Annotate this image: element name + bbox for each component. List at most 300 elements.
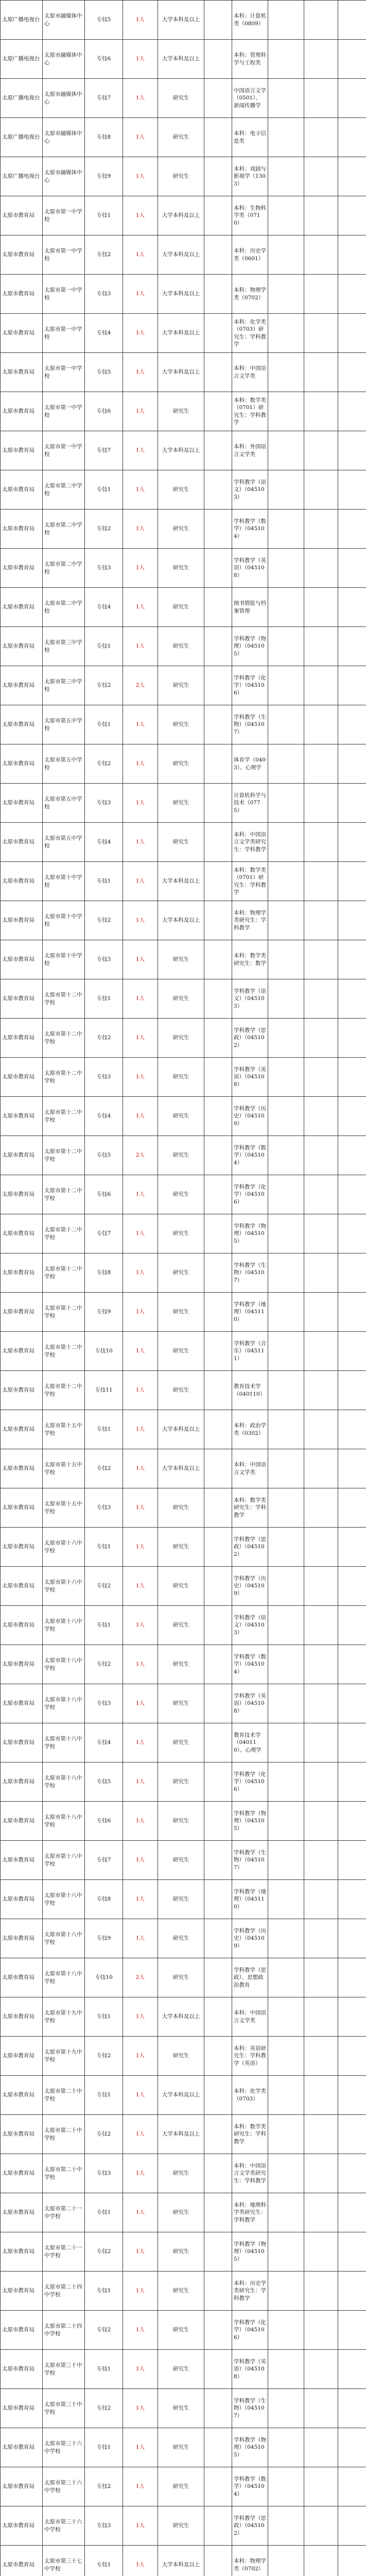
unit-cell: 太原市第十八中学校 <box>43 1723 85 1762</box>
table-row <box>1 1567 366 1606</box>
post-code-cell: 专技1 <box>85 627 123 666</box>
blank-cell <box>204 1410 232 1449</box>
major-cell: 学科教学（数学）（045104） <box>232 1136 268 1175</box>
post-code-cell: 专技1 <box>85 2076 123 2115</box>
blank-cell <box>268 862 304 901</box>
unit-cell: 太原市第十二中学校 <box>43 1371 85 1410</box>
blank-cell <box>268 118 304 157</box>
blank-cell <box>204 2311 232 2350</box>
post-code-cell: 专技1 <box>85 1997 123 2037</box>
major-cell: 本科：数学类研究生：学科教学 <box>232 2115 268 2154</box>
blank-cell <box>268 353 304 392</box>
table-row <box>1 1645 366 1684</box>
unit-cell: 太原市第三中学校 <box>43 666 85 705</box>
education-cell: 大学本科及以上 <box>158 196 204 235</box>
education-cell: 研究生 <box>158 940 204 979</box>
table-row <box>1 823 366 862</box>
department-cell: 太原市教育局 <box>1 1528 43 1567</box>
blank-cell <box>338 1293 366 1332</box>
blank-cell <box>204 940 232 979</box>
blank-cell <box>268 392 304 431</box>
quota-cell: 1人 <box>123 1802 158 1841</box>
department-cell: 太原市教育局 <box>1 1762 43 1802</box>
education-cell: 大学本科及以上 <box>158 314 204 353</box>
major-cell: 中国语言文学（0501）、新闻传播学 <box>232 79 268 118</box>
education-cell: 大学本科及以上 <box>158 901 204 940</box>
department-cell: 太原市教育局 <box>1 979 43 1019</box>
blank-cell <box>304 157 338 196</box>
table-row <box>1 2272 366 2311</box>
blank-cell <box>204 2037 232 2076</box>
blank-cell <box>338 40 366 79</box>
major-cell: 学科教学（语文）（045103） <box>232 1606 268 1645</box>
post-code-cell: 专技2 <box>85 2311 123 2350</box>
blank-cell <box>304 196 338 235</box>
table-row <box>1 2311 366 2350</box>
post-code-cell: 专技2 <box>85 2115 123 2154</box>
department-cell: 太原市教育局 <box>1 510 43 549</box>
department-cell: 太原市教育局 <box>1 2506 43 2546</box>
post-code-cell: 专技2 <box>85 744 123 784</box>
post-code-cell: 专技3 <box>85 2154 123 2193</box>
blank-cell <box>268 1214 304 1253</box>
department-cell: 太原市教育局 <box>1 1410 43 1449</box>
post-code-cell: 专技5 <box>85 1762 123 1802</box>
blank-cell <box>204 1293 232 1332</box>
blank-cell <box>304 1019 338 1058</box>
post-code-cell: 专技10 <box>85 1332 123 1371</box>
blank-cell <box>338 901 366 940</box>
unit-cell: 太原市第二十中学校 <box>43 2154 85 2193</box>
department-cell: 太原市教育局 <box>1 940 43 979</box>
blank-cell <box>304 2037 338 2076</box>
blank-cell <box>268 588 304 627</box>
blank-cell <box>268 2546 304 2576</box>
blank-cell <box>268 2272 304 2311</box>
blank-cell <box>338 1097 366 1136</box>
blank-cell <box>204 823 232 862</box>
quota-cell: 1人 <box>123 1606 158 1645</box>
post-code-cell: 专技3 <box>85 549 123 588</box>
blank-cell <box>268 235 304 275</box>
quota-cell: 1人 <box>123 2428 158 2467</box>
post-code-cell: 专技2 <box>85 235 123 275</box>
quota-cell: 1人 <box>123 705 158 744</box>
table-row <box>1 549 366 588</box>
blank-cell <box>338 2154 366 2193</box>
table-row <box>1 157 366 196</box>
blank-cell <box>268 79 304 118</box>
blank-cell <box>204 1097 232 1136</box>
table-row <box>1 2076 366 2115</box>
unit-cell: 太原市第十二中学校 <box>43 1253 85 1293</box>
unit-cell: 太原市第十二中学校 <box>43 1097 85 1136</box>
blank-cell <box>338 2193 366 2232</box>
blank-cell <box>304 1802 338 1841</box>
blank-cell <box>304 2467 338 2506</box>
education-cell: 研究生 <box>158 2037 204 2076</box>
blank-cell <box>304 1449 338 1488</box>
department-cell: 太原市教育局 <box>1 431 43 470</box>
quota-cell: 1人 <box>123 1528 158 1567</box>
education-cell: 研究生 <box>158 2232 204 2272</box>
blank-cell <box>204 1958 232 1997</box>
table-row <box>1 901 366 940</box>
blank-cell <box>268 1 304 40</box>
major-cell: 计算机科学与技术（0775） <box>232 784 268 823</box>
blank-cell <box>338 2037 366 2076</box>
department-cell: 太原市教育局 <box>1 1606 43 1645</box>
unit-cell: 太原市第十六中学校 <box>43 1528 85 1567</box>
major-cell: 学科教学（生物）（045107） <box>232 2389 268 2428</box>
table-row <box>1 1253 366 1293</box>
education-cell: 研究生 <box>158 1175 204 1214</box>
major-cell: 学科教学（数学）（045104） <box>232 1645 268 1684</box>
blank-cell <box>304 1528 338 1567</box>
post-code-cell: 专技2 <box>85 1449 123 1488</box>
blank-cell <box>204 2546 232 2576</box>
blank-cell <box>338 1997 366 2037</box>
education-cell: 研究生 <box>158 823 204 862</box>
blank-cell <box>268 431 304 470</box>
blank-cell <box>338 1410 366 1449</box>
blank-cell <box>204 1762 232 1802</box>
department-cell: 太原广播电视台 <box>1 1 43 40</box>
table-row <box>1 2389 366 2428</box>
post-code-cell: 专技4 <box>85 823 123 862</box>
blank-cell <box>204 1 232 40</box>
education-cell: 研究生 <box>158 2193 204 2232</box>
blank-cell <box>304 1097 338 1136</box>
blank-cell <box>304 705 338 744</box>
blank-cell <box>204 470 232 510</box>
department-cell: 太原市教育局 <box>1 1567 43 1606</box>
education-cell: 大学本科及以上 <box>158 353 204 392</box>
blank-cell <box>338 196 366 235</box>
table-row <box>1 705 366 744</box>
table-row <box>1 2428 366 2467</box>
blank-cell <box>268 1488 304 1528</box>
major-cell: 学科教学（生物）（045107） <box>232 705 268 744</box>
blank-cell <box>338 784 366 823</box>
post-code-cell: 专技3 <box>85 1058 123 1097</box>
blank-cell <box>338 314 366 353</box>
unit-cell: 太原市第十二中学校 <box>43 979 85 1019</box>
unit-cell: 太原市第二中学校 <box>43 588 85 627</box>
blank-cell <box>338 1058 366 1097</box>
education-cell: 研究生 <box>158 1136 204 1175</box>
quota-cell: 1人 <box>123 2076 158 2115</box>
quota-cell: 1人 <box>123 823 158 862</box>
blank-cell <box>338 2076 366 2115</box>
unit-cell: 太原市第十八中学校 <box>43 1919 85 1958</box>
blank-cell <box>268 1097 304 1136</box>
blank-cell <box>304 2428 338 2467</box>
blank-cell <box>338 627 366 666</box>
education-cell: 大学本科及以上 <box>158 431 204 470</box>
post-code-cell: 专技4 <box>85 314 123 353</box>
quota-cell: 1人 <box>123 1058 158 1097</box>
blank-cell <box>304 1841 338 1880</box>
unit-cell: 太原市第二十一中学校 <box>43 2193 85 2232</box>
blank-cell <box>204 549 232 588</box>
unit-cell: 太原市第二中学校 <box>43 549 85 588</box>
blank-cell <box>304 1606 338 1645</box>
blank-cell <box>268 1762 304 1802</box>
blank-cell <box>304 1762 338 1802</box>
blank-cell <box>204 314 232 353</box>
blank-cell <box>304 353 338 392</box>
blank-cell <box>204 2193 232 2232</box>
blank-cell <box>204 1175 232 1214</box>
post-code-cell: 专技3 <box>85 1488 123 1528</box>
education-cell: 大学本科及以上 <box>158 1410 204 1449</box>
education-cell: 研究生 <box>158 392 204 431</box>
education-cell: 研究生 <box>158 1488 204 1528</box>
education-cell: 研究生 <box>158 1058 204 1097</box>
unit-cell: 太原市第十五中学校 <box>43 1410 85 1449</box>
blank-cell <box>304 275 338 314</box>
table-row <box>1 1528 366 1567</box>
education-cell: 大学本科及以上 <box>158 2115 204 2154</box>
post-code-cell: 专技7 <box>85 1841 123 1880</box>
table-row <box>1 2232 366 2272</box>
post-code-cell: 专技3 <box>85 940 123 979</box>
quota-cell: 1人 <box>123 392 158 431</box>
post-code-cell: 专技5 <box>85 353 123 392</box>
blank-cell <box>338 2232 366 2272</box>
major-cell: 本科：数学类研究生：数学 <box>232 940 268 979</box>
major-cell: 学科教学（物理）（045105） <box>232 2232 268 2272</box>
blank-cell <box>268 314 304 353</box>
major-cell: 学科教学（语文）（045103） <box>232 470 268 510</box>
blank-cell <box>268 275 304 314</box>
blank-cell <box>268 2389 304 2428</box>
blank-cell <box>268 2311 304 2350</box>
education-cell: 研究生 <box>158 157 204 196</box>
major-cell: 本科：英语研究生：学科教学（英语） <box>232 2037 268 2076</box>
quota-cell: 1人 <box>123 627 158 666</box>
blank-cell <box>338 666 366 705</box>
blank-cell <box>338 2389 366 2428</box>
post-code-cell: 专技5 <box>85 1 123 40</box>
blank-cell <box>304 2232 338 2272</box>
quota-cell: 1人 <box>123 314 158 353</box>
blank-cell <box>338 510 366 549</box>
blank-cell <box>204 1058 232 1097</box>
department-cell: 太原市教育局 <box>1 627 43 666</box>
unit-cell: 太原市第一中学校 <box>43 314 85 353</box>
table-row <box>1 1058 366 1097</box>
blank-cell <box>304 2272 338 2311</box>
blank-cell <box>338 1606 366 1645</box>
quota-cell: 1人 <box>123 1293 158 1332</box>
education-cell: 研究生 <box>158 1332 204 1371</box>
blank-cell <box>338 1958 366 1997</box>
blank-cell <box>204 2389 232 2428</box>
blank-cell <box>204 1136 232 1175</box>
education-cell: 研究生 <box>158 510 204 549</box>
unit-cell: 太原市第二十一中学校 <box>43 2232 85 2272</box>
education-cell: 大学本科及以上 <box>158 1997 204 2037</box>
blank-cell <box>304 235 338 275</box>
blank-cell <box>304 1567 338 1606</box>
blank-cell <box>338 1645 366 1684</box>
quota-cell: 1人 <box>123 1919 158 1958</box>
quota-cell: 1人 <box>123 1684 158 1723</box>
blank-cell <box>204 431 232 470</box>
quota-cell: 1人 <box>123 275 158 314</box>
post-code-cell: 专技1 <box>85 2546 123 2576</box>
major-cell: 本科：生物科学类（0710） <box>232 196 268 235</box>
post-code-cell: 专技2 <box>85 1567 123 1606</box>
blank-cell <box>204 901 232 940</box>
table-row <box>1 1332 366 1371</box>
department-cell: 太原市教育局 <box>1 705 43 744</box>
major-cell: 本科：物理学类研究生：学科教学 <box>232 901 268 940</box>
blank-cell <box>268 549 304 588</box>
blank-cell <box>338 118 366 157</box>
education-cell: 研究生 <box>158 1019 204 1058</box>
post-code-cell: 专技6 <box>85 1802 123 1841</box>
blank-cell <box>268 2154 304 2193</box>
table-row <box>1 196 366 235</box>
table-row <box>1 40 366 79</box>
unit-cell: 太原市融媒体中心 <box>43 157 85 196</box>
major-cell: 本科：政治学类（0302） <box>232 1410 268 1449</box>
table-row <box>1 1136 366 1175</box>
blank-cell <box>204 1019 232 1058</box>
major-cell: 本科：管理科学与工程类 <box>232 40 268 79</box>
blank-cell <box>204 784 232 823</box>
quota-cell: 1人 <box>123 510 158 549</box>
blank-cell <box>268 1371 304 1410</box>
blank-cell <box>268 2115 304 2154</box>
blank-cell <box>304 1919 338 1958</box>
major-cell: 学科教学（英语）（045108） <box>232 1684 268 1723</box>
blank-cell <box>338 1019 366 1058</box>
quota-cell: 1人 <box>123 40 158 79</box>
blank-cell <box>268 784 304 823</box>
education-cell: 研究生 <box>158 1371 204 1410</box>
quota-cell: 2人 <box>123 666 158 705</box>
blank-cell <box>304 979 338 1019</box>
post-code-cell: 专技7 <box>85 79 123 118</box>
unit-cell: 太原市第十二中学校 <box>43 1175 85 1214</box>
quota-cell: 1人 <box>123 1567 158 1606</box>
major-cell: 学科教学（生物）（045107） <box>232 1841 268 1880</box>
department-cell: 太原市教育局 <box>1 1019 43 1058</box>
department-cell: 太原市教育局 <box>1 235 43 275</box>
table-row <box>1 1802 366 1841</box>
blank-cell <box>204 2076 232 2115</box>
blank-cell <box>268 1997 304 2037</box>
post-code-cell: 专技1 <box>85 862 123 901</box>
blank-cell <box>204 588 232 627</box>
blank-cell <box>268 1332 304 1371</box>
education-cell: 研究生 <box>158 2272 204 2311</box>
department-cell: 太原市教育局 <box>1 275 43 314</box>
education-cell: 研究生 <box>158 1253 204 1293</box>
blank-cell <box>204 1332 232 1371</box>
blank-cell <box>268 1684 304 1723</box>
table-row <box>1 79 366 118</box>
blank-cell <box>338 157 366 196</box>
blank-cell <box>204 627 232 666</box>
unit-cell: 太原市第十二中学校 <box>43 1293 85 1332</box>
blank-cell <box>338 392 366 431</box>
quota-cell: 1人 <box>123 1488 158 1528</box>
blank-cell <box>304 549 338 588</box>
blank-cell <box>204 2115 232 2154</box>
post-code-cell: 专技1 <box>85 1410 123 1449</box>
post-code-cell: 专技9 <box>85 1293 123 1332</box>
blank-cell <box>204 1606 232 1645</box>
unit-cell: 太原市第十九中学校 <box>43 1997 85 2037</box>
blank-cell <box>304 1 338 40</box>
table-row <box>1 1214 366 1253</box>
blank-cell <box>338 2115 366 2154</box>
department-cell: 太原市教育局 <box>1 2193 43 2232</box>
blank-cell <box>204 2272 232 2311</box>
education-cell: 研究生 <box>158 2506 204 2546</box>
major-cell: 本科：计算机类（0809） <box>232 1 268 40</box>
quota-cell: 1人 <box>123 1 158 40</box>
department-cell: 太原市教育局 <box>1 1214 43 1253</box>
blank-cell <box>338 353 366 392</box>
blank-cell <box>204 705 232 744</box>
education-cell: 研究生 <box>158 784 204 823</box>
blank-cell <box>338 2272 366 2311</box>
post-code-cell: 专技2 <box>85 2037 123 2076</box>
blank-cell <box>338 1841 366 1880</box>
blank-cell <box>338 235 366 275</box>
major-cell: 本科：化学类（0703）研究生：学科教学 <box>232 314 268 353</box>
department-cell: 太原市教育局 <box>1 470 43 510</box>
blank-cell <box>338 1528 366 1567</box>
table-row <box>1 784 366 823</box>
post-code-cell: 专技9 <box>85 157 123 196</box>
department-cell: 太原市教育局 <box>1 1058 43 1097</box>
unit-cell: 太原市第十二中学校 <box>43 1136 85 1175</box>
table-row <box>1 588 366 627</box>
quota-cell: 1人 <box>123 1997 158 2037</box>
blank-cell <box>268 2037 304 2076</box>
major-cell: 本科：中国语言文学类 <box>232 353 268 392</box>
education-cell: 研究生 <box>158 1293 204 1332</box>
education-cell: 大学本科及以上 <box>158 275 204 314</box>
education-cell: 研究生 <box>158 1097 204 1136</box>
blank-cell <box>268 2076 304 2115</box>
major-cell: 本科：中国语言文学类研究生：学科教学 <box>232 2154 268 2193</box>
unit-cell: 太原市第二中学校 <box>43 470 85 510</box>
post-code-cell: 专技4 <box>85 588 123 627</box>
unit-cell: 太原市第一中学校 <box>43 392 85 431</box>
post-code-cell: 专技9 <box>85 1919 123 1958</box>
quota-cell: 1人 <box>123 1880 158 1919</box>
major-cell: 学科教学（地理）（045110） <box>232 1880 268 1919</box>
blank-cell <box>338 705 366 744</box>
blank-cell <box>204 196 232 235</box>
unit-cell: 太原市第十二中学校 <box>43 1332 85 1371</box>
blank-cell <box>338 1 366 40</box>
unit-cell: 太原市第三十六中学校 <box>43 2506 85 2546</box>
table-row <box>1 1175 366 1214</box>
blank-cell <box>338 588 366 627</box>
unit-cell: 太原市第十中学校 <box>43 940 85 979</box>
quota-cell: 1人 <box>123 1723 158 1762</box>
blank-cell <box>204 1214 232 1253</box>
